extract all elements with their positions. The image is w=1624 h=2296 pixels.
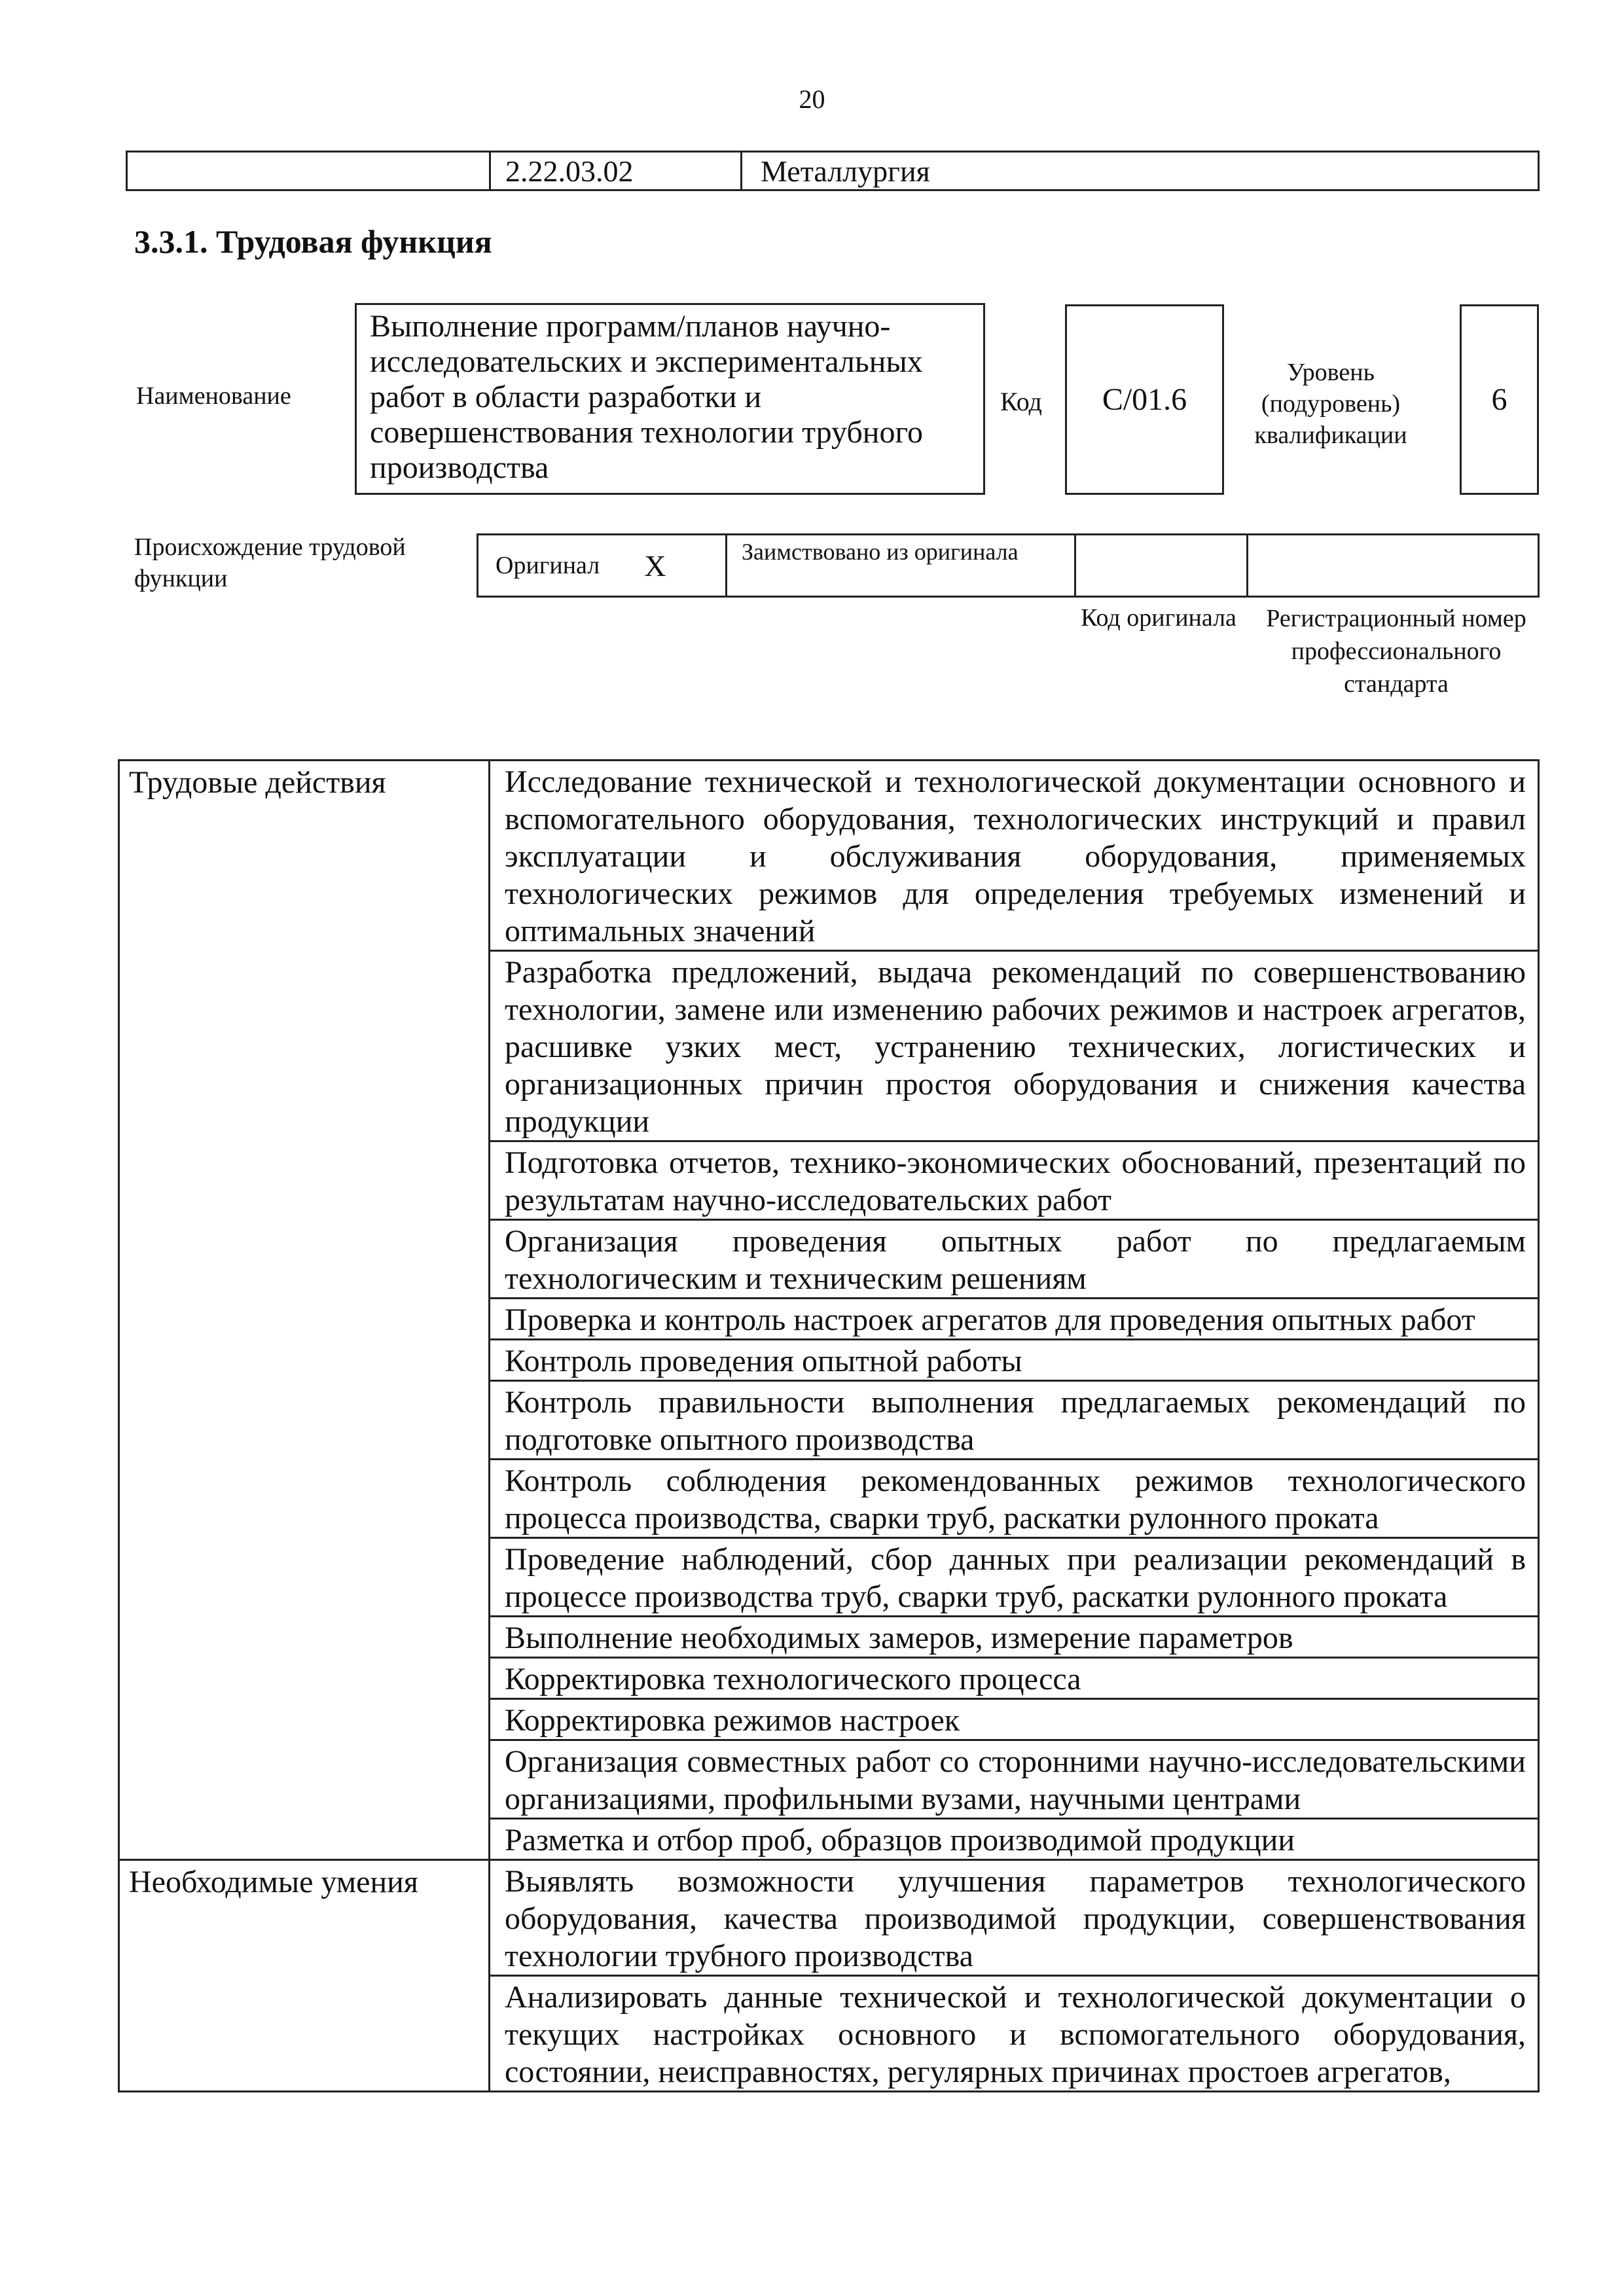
borrowed-label: Заимствовано из оригинала xyxy=(727,535,1076,596)
labor-actions-item: Контроль правильности выполнения предлагаемых рекомендаций по подготовке опытного производства xyxy=(490,1381,1539,1460)
top-code-row xyxy=(126,151,1540,191)
labor-actions-item: Разработка предложений, выдача рекомендаций по совершенствованию технологии, замене или изменению рабочих режимов и настроек агрегатов, расшивке узких мест, устранению технических, логистических и организационных причин простоя оборудования и снижения качества продукции xyxy=(490,951,1539,1141)
labor-actions-item: Корректировка режимов настроек xyxy=(490,1699,1539,1740)
labor-actions-item: Организация совместных работ со сторонними научно-исследовательскими организациями, профильными вузами, научными центрами xyxy=(490,1740,1539,1819)
labor-actions-item: Корректировка технологического процесса xyxy=(490,1658,1539,1699)
okved-code: 2.22.03.02 xyxy=(491,152,742,189)
labor-actions-item: Выполнение необходимых замеров, измерение параметров xyxy=(490,1617,1539,1658)
page-number: 20 xyxy=(799,84,825,114)
labor-actions-row xyxy=(119,761,1539,951)
level-label: Уровень (подуровень) квалификации xyxy=(1254,359,1407,449)
required-skills-row xyxy=(119,1860,1539,1976)
labor-actions-label: Трудовые действия xyxy=(119,761,490,1860)
required-skills-item: Выявлять возможности улучшения параметров технологического оборудования, качества производимой продукции, совершенствования технологии трубного производства xyxy=(490,1860,1539,1976)
section-title: 3.3.1. Трудовая функция xyxy=(134,223,492,260)
level-box xyxy=(1460,304,1539,495)
origin-label: Происхождение трудовой функции xyxy=(134,533,406,592)
top-row-empty-cell xyxy=(128,152,491,189)
labor-actions-item: Контроль соблюдения рекомендованных режимов технологического процесса производства, сварки труб, раскатки рулонного проката xyxy=(490,1460,1539,1538)
function-code-box xyxy=(1065,304,1224,495)
function-name-box: Выполнение программ/планов научно-исследовательских и экспериментальных работ в области разработки и совершенствования технологии трубного производства xyxy=(355,303,985,495)
original-mark: X xyxy=(644,548,666,583)
level-value: 6 xyxy=(1491,382,1507,417)
labor-actions-item: Разметка и отбор проб, образцов производимой продукции xyxy=(490,1819,1539,1860)
labor-actions-item: Подготовка отчетов, технико-экономических обоснований, презентаций по результатам научно-исследовательских работ xyxy=(490,1141,1539,1220)
okved-name: Металлургия xyxy=(761,154,930,188)
name-label: Наименование xyxy=(136,382,291,410)
code-label: Код xyxy=(1000,387,1042,416)
required-skills-item: Анализировать данные технической и технологической документации о текущих настройках основного и вспомогательного оборудования, состоянии, неисправностях, регулярных причинах простоев агрегатов, xyxy=(490,1976,1539,2092)
original-label: Оригинал xyxy=(496,552,600,579)
labor-actions-item: Проверка и контроль настроек агрегатов для проведения опытных работ xyxy=(490,1299,1539,1340)
required-skills-label: Необходимые умения xyxy=(119,1860,490,2092)
reg-number-label: Регистрационный номер профессионального стандарта xyxy=(1266,605,1526,698)
function-details-table xyxy=(118,759,1540,2092)
origin-row xyxy=(477,533,1540,598)
labor-actions-item: Исследование технической и технологической документации основного и вспомогательного оборудования, технологических инструкций и правил эксплуатации и обслуживания оборудования, применяемых технологических режимов для определения требуемых изменений и оптимальных значений xyxy=(490,761,1539,951)
origin-original-cell xyxy=(478,535,727,596)
labor-actions-item: Контроль проведения опытной работы xyxy=(490,1340,1539,1381)
reg-number-cell xyxy=(1248,535,1538,596)
code-original-cell xyxy=(1076,535,1248,596)
function-code-value: C/01.6 xyxy=(1102,382,1187,417)
labor-actions-item: Организация проведения опытных работ по предлагаемым технологическим и техническим решениям xyxy=(490,1220,1539,1299)
code-original-label: Код оригинала xyxy=(1081,604,1236,632)
labor-actions-item: Проведение наблюдений, сбор данных при реализации рекомендаций в процессе производства труб, сварки труб, раскатки рулонного проката xyxy=(490,1538,1539,1617)
